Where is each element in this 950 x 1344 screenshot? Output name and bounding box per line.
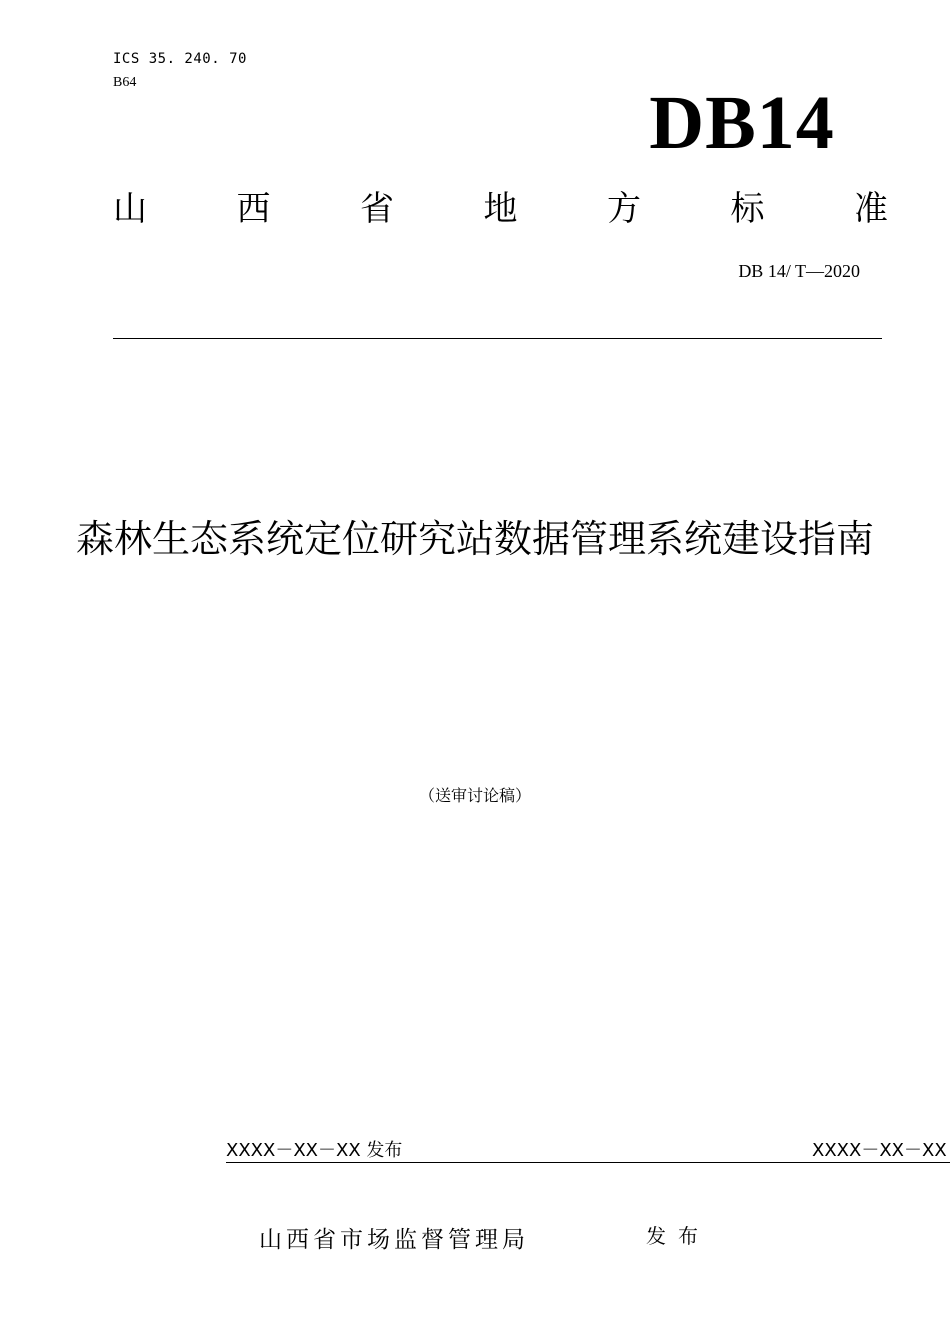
- standard-type-char: 山: [113, 189, 147, 229]
- issuer-suffix: 发布: [646, 1224, 710, 1248]
- standard-type-char: 地: [483, 189, 518, 229]
- standard-type-char: 省: [360, 189, 394, 229]
- standard-logo: DB14: [649, 81, 835, 165]
- standard-code: DB 14/ T—2020: [738, 261, 860, 281]
- footer-divider: [226, 1162, 950, 1163]
- ics-code: ICS 35. 240. 70: [113, 51, 247, 67]
- issue-date: XXXX－XX－XX 发布: [226, 1140, 403, 1161]
- issuing-authority: 山西省市场监督管理局: [259, 1227, 529, 1253]
- standard-type-char: 标: [730, 189, 765, 229]
- standard-type-char: 西: [236, 189, 271, 229]
- document-title: 森林生态系统定位研究站数据管理系统建设指南: [75, 517, 874, 561]
- standard-type-char: 准: [854, 189, 888, 229]
- draft-status: （送审讨论稿）: [418, 786, 531, 805]
- standard-type-heading: [113, 187, 888, 231]
- header-divider: [113, 338, 882, 339]
- standard-type-char: 方: [607, 189, 641, 229]
- ccs-code: B64: [113, 75, 137, 90]
- implementation-date: XXXX－XX－XX: [812, 1140, 947, 1161]
